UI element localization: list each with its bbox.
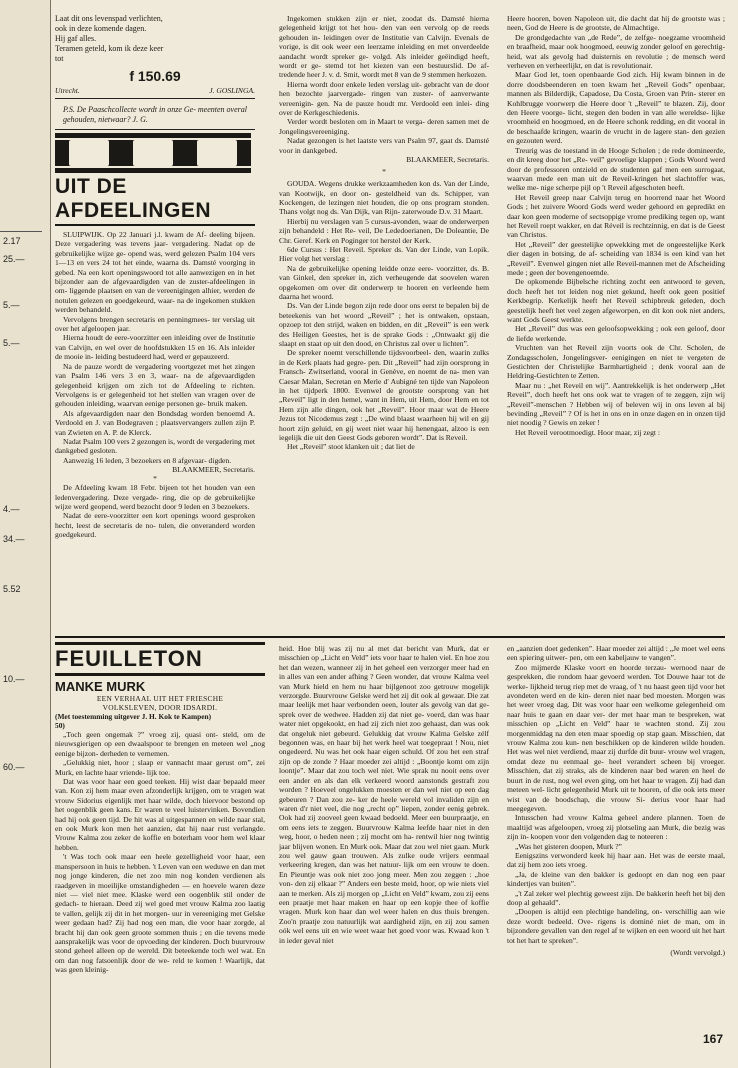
translator-credit: (Met toestemming uitgever J. H. Kok te Kampen) <box>55 712 212 721</box>
paragraph: Nadat de eere-voorzitter een kort openings woord gesproken hecht, leest de secretaris de no- tulen, die onveranderd worden goedgekeurd. <box>55 511 255 540</box>
paragraph: Het Reveil greep naar Calvijn terug en hoorrend naar het Woord Gods ; het zuivere Woord Gods werd weder gehoord en gepredikt en daar kon geen moderne of sectsoppige vrome prediking tegen op, want het Reveil roept wakker, en dat Réveil is rechtzinnig, en dat is de Geest van Christus. <box>507 192 725 240</box>
paragraph: Nadat Psalm 100 vers 2 gezongen is, wordt de vergadering met dankgebed gesloten. <box>55 436 255 456</box>
paragraph: heid. Hoe blij was zij nu al met dat bericht van Murk, dat er misschien op „Licht en Veld” iets voor haar te halen viel. En hoe zou het dan wezen, wanneer zij in het geheel een verzorger meer had en in alles van een ander afhing ? Geen wonder, dat vrouw Kalma veel van Murk hield en hem nu haar bijlgenoot zoo getrouw mogelijk verzorgde. Buurvrouw Gelske werd het zij dit ook al gewaar. Die zat maar leelijk met haar verbonden oeen, louter als gevolg van dat ge- sprek over de wedwee. Hadden zij dat niet ge- voerd, dan was haar water niet opgekookt, en had zij zich niet zoo gehaast, dan was ook dat ongeluk niet gebeurd. Gelukkig dat vrouw Kalma Gelske zélf begonnen was, en haar bij het werk heel wat toegepraat ! Nou, niet ongedeerd. Nu was het ook haar eigen schuld. Of zou het een straf zijn op de zonde ? Haar moeder zei altijd : „Boontje komt om zijn loontje”. Maar dat zou toch wel niet. Wie sprak nu nooit eens over een ander en als dan elk verkeerd woord aanstonds gestraft zou worden ? Hoeveel ongelukken moesten er dan wel niet op een dag gebeuren ? Dan zou ze- ker de heele wereld vol invaliden zijn en waren d'r niet veel, die nog „recht op” liepen, zonder eenig gebrek. Ook had zij zooveel geen kwaad bedoeld. Meer een buurpraatje, en om eens iets te zeggen. Buurvrouw Kalma leefde haar niet in den weg, hoor, o heden neen ; zij mocht om ha- rentwil hier nog twintig jaar blijven wonen. En Murk ook. Maar dat zou wel niet gaan. Murk zou wel gauw gaan trouwen. Als zulke oude vrijers eenmaal verkeering kregen, dan was het natuur- lijk om een vrouw te doen. En Pieuntje was ook niet zoo jong meer. Men zou zeggen : „hoe von- den zij elkaar ?” Anders een beste meid, hoor, op wie niets viel aan te merken. Als zij morgen op „Licht en Veld” kwam, zou zij eens een praatje met haar maken en haar op een kopje thee of koffie vragen. Murk kon haar dan wel weer halen en dus thuis brengen. Zoo'n praatje zou natuurlijk wat aardigheid zijn, en zij zou samen oók wel eens uit en wie weet waar het goed voor was. Kwaad kon 't in ieder geval niet <box>279 644 489 945</box>
paragraph: en „aanzien doet gedenken”. Haar moeder zei altijd : „Je moet wel eens een spiering uitwer- pen, om een kabeljauw te vangen”. <box>507 644 725 663</box>
paragraph: Na de gebruikelijke opening leidde onze eere- voorzitter, ds. B. van Ginkel, den spreker in, zich verheugende dat soovelen waren opgekomen om over dit onderwerp te hooren en verleende hem daarna het woord. <box>279 263 489 301</box>
poem-line: Teramen geteld, kom ik deze keer <box>55 44 164 53</box>
signature-line <box>55 86 255 95</box>
secretary-signature: BLAAKMEER, Secretaris. <box>406 155 489 165</box>
feuilleton-column-2 <box>279 644 489 1054</box>
poem-line: ook in deze komende dagen. <box>55 24 147 33</box>
paragraph: „'t Zal zeker wel plechtig geweest zijn. De bakkerin heeft het bij den doop al gehaald”. <box>507 888 725 907</box>
paragraph: Heere hooren, boven Napoleon uit, die dacht dat hij de grootste was ; neen, God de Heere is de grootste, de Almachtige. <box>507 14 725 33</box>
paragraph: Het „Reveil” der geestelijke opwekking met de ongeestelijke Kerk dier dagen in botsing, de af- scheiding van 1834 is een kind van het „Reveil”. Evenwel gingen niet alle Reveil-mannen met de Afscheiding mede ; geen der bovengenoemde. <box>507 239 725 277</box>
page-number: 167 <box>702 1032 723 1046</box>
feuilleton-heading: FEUILLETON <box>55 642 265 676</box>
margin-note: 5.— <box>3 300 20 310</box>
feuilleton-column-3 <box>507 644 725 1054</box>
installment-number: 50) <box>55 721 65 730</box>
paragraph: 't Was toch ook maar een heele gezelligheid voor haar, een manspersoon in huis te hebben. 't Leven van een weduwe en dan met nog jonge kinderen, die net zoo min nog konden verdienen als raadgeven in moeilijke omstandigheden — en hoevele waren deze niet — viel niet mee. Klaske werd een oogenblik stil onder de gedach- te hieraan. Deed zij wel goed met vrouw Kalma zoo laatig te vallen, gelijk zij dit in het morgen- uur in vereeniging met Gelske weer gedaan had? Zij had nog een man, die voor haar zorgde, al bracht hij dan ook geen groote sommen thuis ; en die tevens mede aansprakelijk was voor de opvoeding der kinderen. Doch buurvrouw stond geheel alleen op de wereld. Dit beteekende toch wel wat. En om dan nog fatsoenlijk door de we- reld te komen ! Waarlijk, dat was geen kleinig- <box>55 852 265 975</box>
paragraph: Hierna houdt de eere-voorzitter een inleiding over de Institutie van Calvijn, en wel over de hoofdstukken 15 en 16. Als inleider de mooie in- leiding bestudeerd had, werd er gepauzeerd. <box>55 333 255 362</box>
paragraph: Intusschen had vrouw Kalma geheel andere plannen. Toen de maaltijd was afgeloopen, vroeg zij plotseling aan Murk, die bezig was zijn in- koopen voor den volgenden dag te noteeren : <box>507 813 725 842</box>
paragraph: Zoo mijmerde Klaske voort en hoorde terzau- wernood naar de gesprekken, die rondom haar gevoerd werden. Tot Douwe haar tot de werke- lijkheid terug riep met de vraag, of 't nu haast geen tijd voor het avondeten werd en de kin- deren niet naar bed moesten. Morgen was het weer vroeg dag. Dit was voor haar een welkome gelegenheid om naar huis te gaan en daar ver- der met haar man te bespreken, wat misschien op „Licht en Veld” haar te wachten stond. Zij zou morgenmiddag na den eten maar spoedig op stap gaan. Misschien, dat vrouw Kalma zou kun- nen beschikken op de kinderen wilde houden. Het was wel niet verdiend, maar zij durfde dit buur- vrouw wel vragen, omdat deze nu eenmaal ge- heel verandert scheen bij vroeger. Misschien, dat zij straks, als de kinderen naar bed waren en heel de buurt in de rust, nog wel even ging, om het haar te vragen. Zij had dan meteen wel- licht gelegenheid Murk uit te hooren, of die ook iets meer wist van de boodschap, die vrouw Si- derius voor haar had meegegeven. <box>507 662 725 813</box>
paragraph: De spreker noemt verschillende tijdsvoorbeel- den, waarin zulks in de Kerk plaats had gegre- pen. Dit „Reveil” had zijn oorsprong in Fransch- Zwitserland, vooral in Genève, en noemt de na- men van Caesar Malan, Secretan en Merle d' Aubigné ten tijde van Napoleon in het tijdperk 1800. Evenwel de grootste oorsprong van het „Reveil” ligt in den hemel, want in Hem, uit Hem, door Hem en tot Hem zijn alle dingen, ook het „Reveil”. Hoor maar wat de Heere Jezus tot Nicodemus zegt : „De wind blaast waarheen hij wil en gij hoort zijn geluid, en gij weet niet waar hij henengaat, alzoo is een iegelijk die uit den Geest Gods geboren wordt”. Dat is Reveil. <box>279 348 489 443</box>
margin-note: 10.— <box>3 674 25 684</box>
hand-writing-icon <box>69 140 109 166</box>
paragraph: Het „Reveil” dus was een geloofsopwekking ; ook een geloof, door de liefde werkende. <box>507 324 725 343</box>
margin-note: 5.52 <box>3 584 21 594</box>
hand-writing-icon <box>197 140 237 166</box>
left-margin-strip <box>0 0 51 1068</box>
secretary-signature: BLAAKMEER, Secretaris. <box>172 465 255 475</box>
paragraph: Hierbij nu verslagen van 5 cursus-avonden, waar de onderwerpen zijn behandeld : Het Re- veil, De Lededoerianen, De Doleantie, De Chr. Geref. Kerk en Poginger tot herstel der Kerk. <box>279 216 489 245</box>
hand-writing-icon <box>133 140 173 166</box>
signature-name: J. GOSLINGA. <box>209 86 255 95</box>
paragraph: Het Reveil verootmoedigt. Hoor maar, zij zegt : <box>515 427 660 437</box>
paragraph: 6de Cursus : Het Reveil. Spreker ds. Van der Linde, van Lopik. Hier volgt het verslag : <box>279 244 489 264</box>
paragraph: Verder wordt besloten om in Maart te verga- deren samen met de Jongelingsvereeniging. <box>279 117 489 136</box>
paragraph: Treurig was de toestand in de Hooge Scholen ; de rede domineerde, en dit kreeg door het „Re- veil” gevoelige klappen ; Gods Woord werd door de professoren ontzield en de studenten gaf men een surrogaat, waarvan mede een man uit de Reveil-kringen het slachtoffer was, welke me- nige scherpe pijl op 't Reveil afgeschoten heeft. <box>507 145 725 193</box>
margin-note: 34.— <box>3 534 25 544</box>
margin-note: 60.— <box>3 762 25 772</box>
paragraph: Dat was voor haar een goed teeken. Hij wist daar bepaald meer van. Kon zij hem maar even afzonderlijk krijgen, om te vragen wat vrouw Sidorius eigenlijk met haar wilde, doch hiervoor bestond op het oogenblik geen kans. Er waren te veel luistervinken. Bovendien had hij ook geen tijd. De hit was al uitgespannen en wilde naar stal, en ook Murk kon men het aanzien, dat hij naar rust verlangde. Vrouw Kalma zou zeker de koffie en boterham voor hem wel klaar hebben. <box>55 777 265 852</box>
paragraph: Maar God let, toen openbaarde God zich. Hij kwam binnen in de dorre doodsbeenderen en toen kwam het „Reveil Gods” openbaar, mannen als Bilderdijk, Capadose, Da Costa, Groen van Prin- sterer en Kohlbrugge voorwerp die Heere door 't „Reveil” te blazen. Zij, door den Heere voorge- licht, stegen den boden in van alle wereldse- lijke vroomheid en hoogmoed, en de Heere schonk redding, en dit vooral in de beschaafde kringen, waarin de vrucht in de lagere stan- den gezien en gezouten werd. <box>507 70 725 146</box>
section-title: UIT DE AFDEELINGEN <box>55 175 255 226</box>
paragraph: Vruchten van het Reveil zijn voorts ook de Chr. Scholen, de Zondagsscholen, Jongelingsver- eenigingen en niet te vergeten de Gestichten der Christelijke Barmhartigheid ; denk vooral aan de Heldring-Gestichten te Zetten. <box>507 343 725 381</box>
margin-note: 25.— <box>3 254 25 264</box>
column-1 <box>55 14 255 632</box>
story-subtitle: VOLKSLEVEN, DOOR IDSARDI. <box>102 703 218 712</box>
postscript-note: P.S. De Paaschcollecte wordt in onze Ge- meenten overal gehouden, nietwaar? J. G. <box>63 105 247 124</box>
paragraph: Maar nu : „het Reveil en wij”. Aantrekkelijk is het onderwerp „Het Reveil”, doch heeft het ons ook wat te vragen of te zeggen, zijn wij „Reveil”-menschen ? Hebben wij of beleven wij in ons leven al bij bevinding „Reveil” ? Of is het in ons en in onze dagen en in onzen tijd niet noodig ? Gewis en zeker ! <box>507 380 725 428</box>
poem-line: Hij gaf alles. <box>55 34 97 43</box>
paragraph: Vervolgens brengen secretaris en penningmees- ter verslag uit over het afgeloopen jaar. <box>55 314 255 334</box>
column-3 <box>507 14 725 632</box>
column-2 <box>279 14 489 632</box>
paragraph: De opkomende Bijbelsche richting zocht een antwoord te geven, doch heeft het tot leiden nog niet gekund, heeft ook geen positief Kerkbegrip. Kerkelijk heeft het Reveil schipbreuk geleden, doch geestelijk heeft het veel zegen afgeworpen, en dit kon ook niet anders, want Gods Geest werkte. <box>507 277 725 324</box>
paragraph: „Ja, de kleine van den bakker is gedoopt en dan nog een paar kindertjes van buiten”. <box>507 869 725 889</box>
poem-line: Laat dit ons levenspad verlichten, <box>55 14 163 23</box>
paragraph: SLUIPWIJK. Op 22 Januari j.l. kwam de Af- deeling bijeen. Deze vergadering was tevens jaar- vergadering. Nadat op de gebruikelijke wijze ge- opend was, werd gelezen Psalm 104 vers 1—13 en vers 24 tot het einde, waarna ds. Damsté voorging in gebed. Na een kort openingswoord tot alle aanwezigen en in het bijzonder aan de afgevaardigden van de zuster-afdeelingen in om- liggende plaatsen en van de vereenigingen alhier, werden de notulen gelezen en goedgekeurd, waar- na de ingekomen stukken werden behandeld. <box>55 230 255 315</box>
margin-note: 4.— <box>3 504 20 514</box>
paragraph: Het „Reveil” stoot klanken uit ; dat liet de <box>287 442 415 452</box>
section-divider <box>55 636 725 638</box>
paragraph: Aanwezig 16 leden, 3 bezoekers en 8 afgevaar- digden. <box>63 455 232 465</box>
paragraph: Eenigszins verwonderd keek hij haar aan. Het was de eerste maal, dat zij hem zoo iets vroeg. <box>507 850 725 870</box>
paragraph: Hierna wordt door enkele leden verslag uit- gebracht van de door hen bezochte jaarvergade- ringen van zuster- of aanverwante vereenigin- gen. Na de pauze houdt mr. Verdoold een inlei- ding over de Kerkgeschiedenis. <box>279 79 489 118</box>
paragraph: „Toch geen ongemak ?” vroeg zij, quasi ont- steld, om de nieuwsgierigen op een dwaalspoor te brengen en meteen wel „nog eenige bijzon- derheden te vernemen. <box>55 730 265 758</box>
paragraph: Na de pauze wordt de vergadering voortgezet met het zingen van Psalm 146 vers 3 en 3, waar- na de afgevaardigden gelegenheid krijgen om zich tot de Afdeeling te richten. Vervolgens is er gelegenheid tot het stellen van vragen over de gehouden inleiding, waarvan eenige personen ge- bruik maken. <box>55 361 255 409</box>
paragraph: „Doopen is altijd een plechtige handeling, on- verschillig aan wie deze wordt bedeeld. Ove- rigens is dominé niet de man, om in bijzondere gevallen van den regel af te wijken en een woord uit het hart tot het hart te spreken”. <box>507 907 725 945</box>
feuilleton-column-1 <box>55 642 265 1054</box>
paragraph: Ds. Van der Linde begon zijn rede door ons eerst te bepalen bij de beteekenis van het woord „Reveil” ; het is ontwaken, opstaan, opzoep tot den strijd, waken en bidden, en dit „Reveil” is een werk des Heiligen Geestes, het is de sprake Gods : „Ontwaakt gij die slaapt en staat op uit den dood, en Christus zal over u lichten”. <box>279 301 489 348</box>
poem-line: tot <box>55 54 64 63</box>
section-banner-illustration <box>55 133 251 173</box>
divider <box>55 98 255 99</box>
to-be-continued: (Wordt vervolgd.) <box>670 948 725 957</box>
paragraph: „Was het gisteren doopen, Murk ?” <box>515 841 622 851</box>
margin-rule <box>0 231 42 232</box>
paragraph: „Gelukkig niet, hoor ; slaap er vannacht maar gerust om”, zei Murk, en lachte haar vriende- lijk toe. <box>55 758 265 777</box>
divider <box>55 129 255 130</box>
margin-note: 2.17 <box>3 236 21 246</box>
story-title: MANKE MURK <box>55 679 146 694</box>
magazine-page <box>55 14 725 1054</box>
collection-amount: f 150.69 <box>129 68 181 84</box>
signature-place: Utrecht. <box>55 86 80 95</box>
separator-star: * <box>382 167 386 177</box>
banner-stripe <box>55 166 251 168</box>
paragraph: Nadat gezongen is het laatste vers van Psalm 97, gaat ds. Damsté voor in dankgebed. <box>279 136 489 155</box>
margin-note: 5.— <box>3 338 20 348</box>
paragraph: Als afgevaardigden naar den Bondsdag worden benoemd A. Verdoold en J. van Bodegraven ; plaatsvervangers zullen zijn P. van Zwieten en A. P. de Klerck. <box>55 408 255 437</box>
paragraph: De Afdeeling kwam 18 Febr. bijeen tot het houden van een ledenvergadering. Deze vergade- ring, die op de gebruikelijke wijze werd geopend, werd bezocht door 9 leden en 3 bezoekers. <box>55 483 255 511</box>
paragraph: GOUDA. Wegens drukke werkzaamheden kon ds. Van der Linde, van Kootwijk, en door on- gesteldheid van ds. Schipper, van Kockengen, de lezingen niet houden, die op ons program stonden. Thans volgt nog ds. Van Dijk, van Rijn- zaterwoude D.v. 31 Maart. <box>279 179 489 217</box>
paragraph: Ingekomen stukken zijn er niet, zoodat ds. Damsté hierna gelegenheid krijgt tot het hou- den van een vervolg op de reeds gehouden in- leidingen over de Institutie van Calvijn. Evenals de vorige, is dit ook weer een leerzame inleiding en met onverdeelde aandacht wordt spreker ge- volgd. Als inleider geëindigd heeft, wordt er ge- stemd tot het kiezen van een bestuurslid. De af- tredende heer J. v. d. Smit, wordt met 8 van de 9 stemmen herkozen. <box>279 14 489 80</box>
separator-star: * <box>153 474 157 484</box>
story-subtitle: EEN VERHAAL UIT HET FRIESCHE <box>96 694 224 703</box>
paragraph: De grondgedachte van „de Rede”, de zelfge- noegzame vroomheid en braafheid, maar ook hoogmoed, eeuwig zonder geloof en gerechtig- heid, wat als gevolg had duisternis en revolutie ; de mensch werd verheven en verheerlijkt, en dat is revolutionair. <box>507 32 725 71</box>
